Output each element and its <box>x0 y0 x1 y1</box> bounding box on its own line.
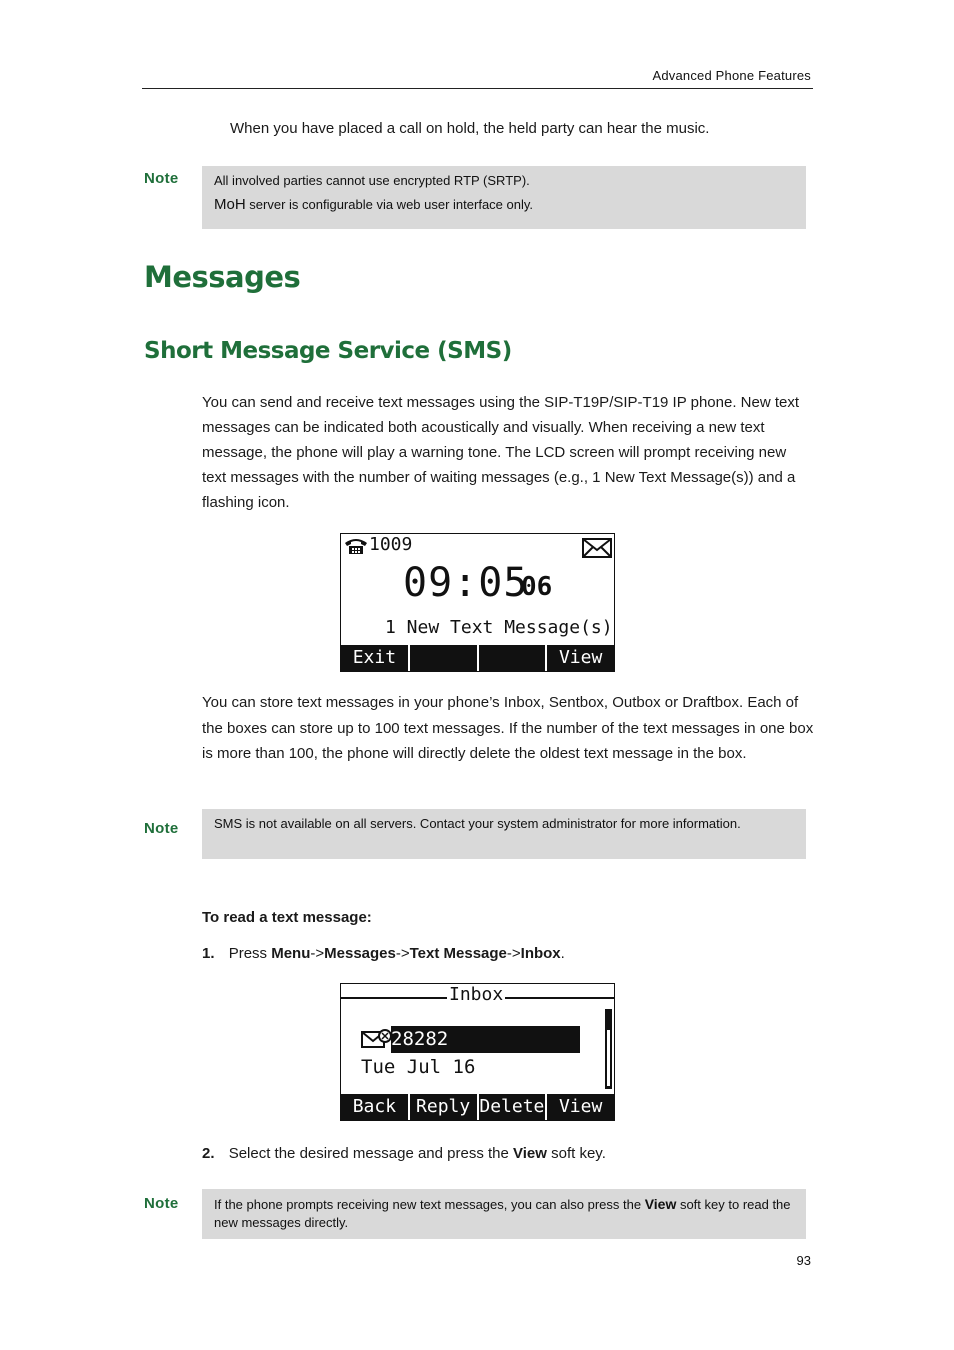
softkey-exit[interactable]: Exit <box>352 647 397 668</box>
section-heading: Messages <box>144 260 301 294</box>
phone-icon <box>343 537 369 559</box>
step-number: 2. <box>202 1145 215 1162</box>
softkey-back[interactable]: Back <box>352 1096 397 1117</box>
menu-path-item: Inbox <box>520 945 561 962</box>
step-text: . <box>560 945 565 962</box>
softkey-bar <box>341 645 614 671</box>
soft-key-name: View <box>644 1196 677 1212</box>
note-box <box>202 166 806 229</box>
procedure-title: To read a text message: <box>202 909 372 926</box>
step-text: Select the desired message and press the <box>228 1145 514 1162</box>
step-text: soft key. <box>546 1145 606 1162</box>
note-text: server is configurable via web user interface only. <box>245 197 534 212</box>
paragraph: You can store text messages in your phone’s Inbox, Sentbox, Outbox or Draftbox. Each of the boxes can store up to 100 text messages. If the number of the text messages in one box is more than 100, the phone will directly delete the oldest text message in the box. <box>202 694 814 762</box>
menu-path-item: Messages <box>324 945 396 962</box>
running-header: Advanced Phone Features <box>652 68 811 83</box>
note-text: soft key to read the new messages directly. <box>214 1197 791 1230</box>
scrollbar-track <box>607 1030 610 1086</box>
message-icon <box>361 1029 393 1053</box>
note-text: SMS is not available on all servers. Contact your system administrator for more information. <box>214 816 741 831</box>
clock-seconds: 06 <box>521 572 553 602</box>
intro-line: When you have placed a call on hold, the held party can hear the music. <box>230 120 710 137</box>
menu-path-item: Menu <box>271 945 311 962</box>
step-1 <box>202 941 565 966</box>
path-separator: -> <box>506 945 521 962</box>
step-text: Press <box>228 945 272 962</box>
envelope-icon <box>582 538 612 562</box>
inbox-title: Inbox <box>449 984 504 1005</box>
paragraph: You can send and receive text messages using the SIP-T19P/SIP-T19 IP phone. New text messages can be indicated both acoustically and visually. When receiving a new text message, the phone will play a warning tone. The LCD screen will prompt receiving new text messages with the number of waiting messages (e.g., 1 New Text Message(s)) and a flashing icon. <box>202 394 800 511</box>
message-date: Tue Jul 16 <box>361 1056 476 1078</box>
softkey-bar <box>341 1094 614 1120</box>
step-2 <box>202 1141 606 1166</box>
softkey-empty[interactable] <box>408 645 477 671</box>
note-abbrev: MoH <box>214 196 246 213</box>
lcd-idle-screen <box>340 533 615 672</box>
new-message-notice: 1 New Text Message(s) <box>385 617 613 638</box>
lcd-inbox-screen <box>340 983 615 1121</box>
note-box <box>202 1189 806 1239</box>
header-rule <box>142 88 813 89</box>
subsection-heading: Short Message Service (SMS) <box>144 338 512 364</box>
softkey-view[interactable]: View <box>545 645 614 671</box>
menu-path-item: Text Message <box>409 945 507 962</box>
soft-key-name: View <box>513 1145 547 1162</box>
path-separator: -> <box>395 945 410 962</box>
selected-message-sender[interactable]: 28282 <box>391 1026 580 1053</box>
clock-time: 09:05 <box>403 560 529 606</box>
note-label: Note <box>144 170 179 187</box>
step-number: 1. <box>202 945 215 962</box>
softkey-view[interactable]: View <box>545 1094 614 1120</box>
note-line <box>214 193 794 217</box>
note-label: Note <box>144 1195 179 1212</box>
note-text: If the phone prompts receiving new text messages, you can also press the <box>214 1197 645 1212</box>
path-separator: -> <box>310 945 325 962</box>
account-label: 1009 <box>369 534 413 555</box>
note-line: All involved parties cannot use encrypted RTP (SRTP). <box>214 173 530 188</box>
softkey-reply[interactable]: Reply <box>408 1094 477 1120</box>
page-number: 93 <box>796 1253 811 1268</box>
note-box <box>202 809 806 859</box>
softkey-delete[interactable]: Delete <box>477 1094 546 1120</box>
softkey-empty[interactable] <box>477 645 546 671</box>
note-label: Note <box>144 820 179 837</box>
